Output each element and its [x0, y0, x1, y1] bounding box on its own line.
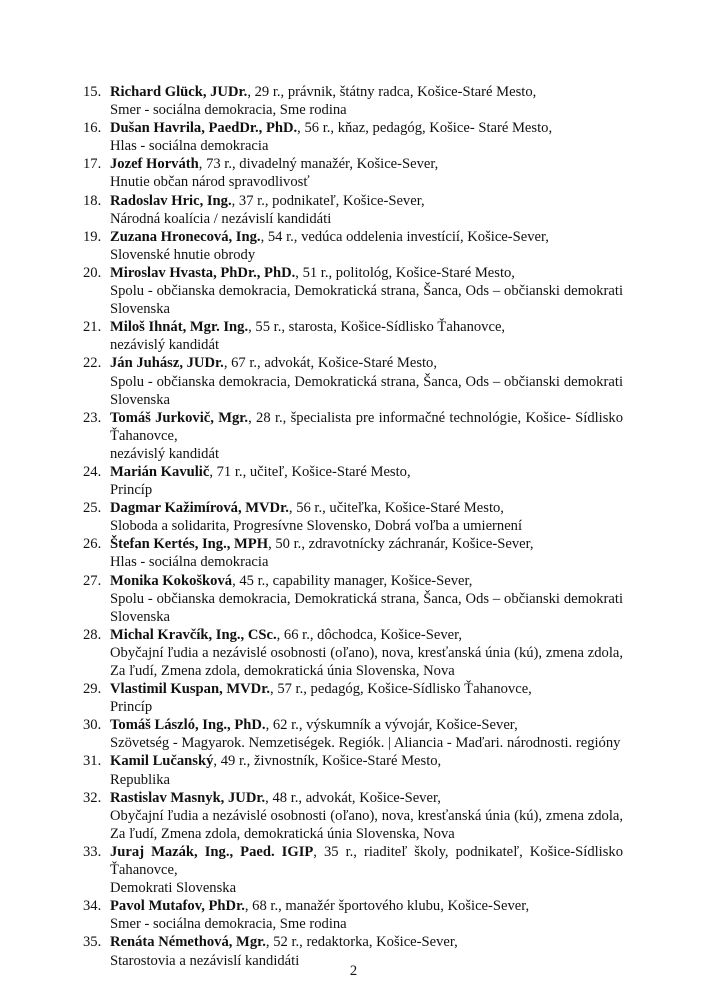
candidate-name: Juraj Mazák, Ing., Paed. IGIP [110, 843, 314, 860]
list-item [83, 572, 623, 626]
candidate-name: Marián Kavulič [110, 463, 210, 480]
candidate-party: Hnutie občan národ spravodlivosť [110, 174, 310, 191]
list-item [83, 192, 623, 228]
candidate-details-cont: Ťahanovce, [110, 862, 178, 879]
candidate-details: , 52 r., redaktorka, Košice-Sever, [265, 934, 458, 951]
list-item [83, 789, 623, 843]
candidate-party: Princíp [110, 482, 153, 499]
candidate-details: , 57 r., pedagóg, Košice-Sídlisko Ťahanovce, [270, 681, 532, 698]
candidate-name: Dušan Havrila, PaedDr., PhD. [110, 120, 298, 137]
candidate-party: nezávislý kandidát [110, 445, 220, 462]
candidate-party: Spolu - občianska demokracia, Demokratická strana, Šanca, Ods – občianski demokrati [110, 373, 623, 390]
list-item [83, 752, 623, 788]
item-number: 28. [83, 626, 102, 643]
list-item [83, 119, 623, 155]
page-number: 2 [349, 963, 358, 979]
item-number: 24. [83, 463, 102, 480]
candidate-details: , 48 r., advokát, Košice-Sever, [265, 789, 441, 806]
list-item [83, 409, 623, 463]
candidate-party: nezávislý kandidát [110, 337, 220, 354]
candidate-party: Slovenské hnutie obrody [110, 246, 256, 263]
candidate-name: Vlastimil Kuspan, MVDr. [110, 681, 271, 698]
item-number: 32. [83, 789, 102, 806]
candidate-details: , 54 r., vedúca oddelenia investícií, Košice-Sever, [260, 228, 549, 245]
candidate-name: Radoslav Hric, Ing. [110, 192, 232, 209]
list-item [83, 83, 623, 119]
candidate-details: , 45 r., capability manager, Košice-Sever, [232, 572, 473, 589]
item-number: 15. [83, 84, 102, 100]
candidate-party: Princíp [110, 699, 153, 716]
item-number: 26. [83, 536, 102, 553]
candidate-details: , 66 r., dôchodca, Košice-Sever, [276, 626, 463, 643]
item-number: 29. [83, 681, 102, 698]
item-number: 27. [83, 572, 102, 589]
candidate-details: , 49 r., živnostník, Košice-Staré Mesto, [213, 753, 442, 770]
candidate-party: Sloboda a solidarita, Progresívne Slovensko, Dobrá voľba a umiernení [110, 518, 523, 535]
list-item [83, 155, 623, 191]
candidate-party: Szövetség - Magyarok. Nemzetiségek. Regiók. | Aliancia - Maďari. národnosti. regióny [110, 735, 621, 752]
list-item [83, 318, 623, 354]
candidate-details: , 55 r., starosta, Košice-Sídlisko Ťahanovce, [248, 319, 506, 336]
candidate-name: Pavol Mutafov, PhDr. [110, 898, 245, 915]
candidate-party-cont: Za ľudí, Zmena zdola, demokratická únia Slovenska, Nova [110, 663, 455, 679]
candidate-list [83, 83, 623, 970]
item-number: 31. [83, 753, 102, 770]
list-item [83, 499, 623, 535]
candidate-name: Dagmar Kažimírová, MVDr. [110, 500, 289, 517]
item-number: 21. [83, 319, 102, 336]
item-number: 18. [83, 192, 102, 209]
item-number: 17. [83, 156, 102, 173]
candidate-name: Miloš Ihnát, Mgr. Ing. [110, 319, 249, 336]
candidate-name: Richard Glück, JUDr. [110, 84, 248, 100]
candidate-name: Štefan Kertés, Ing., MPH [110, 536, 269, 553]
item-number: 30. [83, 717, 102, 734]
candidate-details: , 67 r., advokát, Košice-Staré Mesto, [223, 355, 437, 372]
candidate-name: Kamil Lučanský [110, 753, 214, 770]
item-number: 22. [83, 355, 102, 372]
candidate-name: Tomáš László, Ing., PhD. [110, 717, 266, 734]
candidate-name: Michal Kravčík, Ing., CSc. [110, 626, 277, 643]
candidate-party: Republika [110, 771, 170, 788]
list-item [83, 680, 623, 716]
candidate-party: Starostovia a nezávislí kandidáti [110, 952, 300, 969]
item-number: 33. [83, 843, 102, 860]
candidate-party: Hlas - sociálna demokracia [110, 138, 269, 155]
list-item [83, 354, 623, 408]
candidate-party: Hlas - sociálna demokracia [110, 554, 269, 571]
item-number: 19. [83, 228, 102, 245]
candidate-details: , 29 r., právnik, štátny radca, Košice-Staré Mesto, [247, 84, 537, 100]
candidate-details: , 51 r., politológ, Košice-Staré Mesto, [295, 264, 515, 281]
item-number: 35. [83, 934, 102, 951]
item-number: 23. [83, 409, 102, 426]
candidate-party-cont: Za ľudí, Zmena zdola, demokratická únia Slovenska, Nova [110, 825, 455, 842]
list-item [83, 463, 623, 499]
candidate-name: Monika Kokošková [110, 572, 233, 589]
candidate-details: , 68 r., manažér športového klubu, Košice-Sever, [244, 898, 530, 915]
list-item [83, 228, 623, 264]
candidate-name: Rastislav Masnyk, JUDr. [110, 789, 266, 806]
candidate-party: Spolu - občianska demokracia, Demokratická strana, Šanca, Ods – občianski demokrati [110, 283, 623, 300]
item-number: 34. [83, 898, 102, 915]
candidate-party-cont: Slovenska [110, 391, 170, 408]
candidate-party: Obyčajní ľudia a nezávislé osobnosti (oľano), nova, kresťanská únia (kú), zmena zdola, [110, 807, 623, 824]
candidate-details: , 37 r., podnikateľ, Košice-Sever, [231, 192, 425, 209]
candidate-party: Spolu - občianska demokracia, Demokratická strana, Šanca, Ods – občianski demokrati [110, 590, 623, 607]
candidate-party: Smer - sociálna demokracia, Sme rodina [110, 102, 347, 119]
list-item [83, 626, 623, 680]
candidate-party: Obyčajní ľudia a nezávislé osobnosti (oľano), nova, kresťanská únia (kú), zmena zdola, [110, 644, 623, 661]
candidate-party: Smer - sociálna demokracia, Sme rodina [110, 916, 347, 933]
candidate-details: , 35 r., riaditeľ školy, podnikateľ, Košice-Sídlisko [313, 843, 623, 860]
candidate-party-cont: Slovenska [110, 608, 170, 625]
item-number: 20. [83, 264, 102, 281]
candidate-name: Renáta Némethová, Mgr. [110, 934, 266, 951]
list-item [83, 535, 623, 571]
candidate-party: Národná koalícia / nezávislí kandidáti [110, 210, 332, 227]
candidate-details: , 56 r., učiteľka, Košice-Staré Mesto, [288, 500, 504, 517]
candidate-details: , 62 r., výskumník a vývojár, Košice-Sever, [265, 717, 518, 734]
candidate-name: Ján Juhász, JUDr. [110, 355, 224, 372]
item-number: 25. [83, 500, 102, 517]
list-item [83, 716, 623, 752]
candidate-party: Demokrati Slovenska [110, 880, 237, 897]
candidate-details-cont: Ťahanovce, [110, 427, 178, 444]
candidate-name: Tomáš Jurkovič, Mgr. [110, 409, 249, 426]
list-item [83, 264, 623, 318]
candidate-details: , 50 r., zdravotnícky záchranár, Košice-Sever, [268, 536, 534, 553]
item-number: 16. [83, 120, 102, 137]
candidate-party-cont: Slovenska [110, 301, 170, 318]
candidate-name: Jozef Horváth [110, 156, 199, 173]
candidate-name: Zuzana Hronecová, Ing. [110, 228, 261, 245]
candidate-details: , 28 r., špecialista pre informačné technológie, Košice- Sídlisko [248, 409, 623, 426]
list-item [83, 843, 623, 897]
candidate-details: , 56 r., kňaz, pedagóg, Košice- Staré Mesto, [297, 120, 553, 137]
candidate-name: Miroslav Hvasta, PhDr., PhD. [110, 264, 296, 281]
candidate-details: , 71 r., učiteľ, Košice-Staré Mesto, [209, 463, 411, 480]
list-item [83, 897, 623, 933]
candidate-details: , 73 r., divadelný manažér, Košice-Sever, [198, 156, 439, 173]
